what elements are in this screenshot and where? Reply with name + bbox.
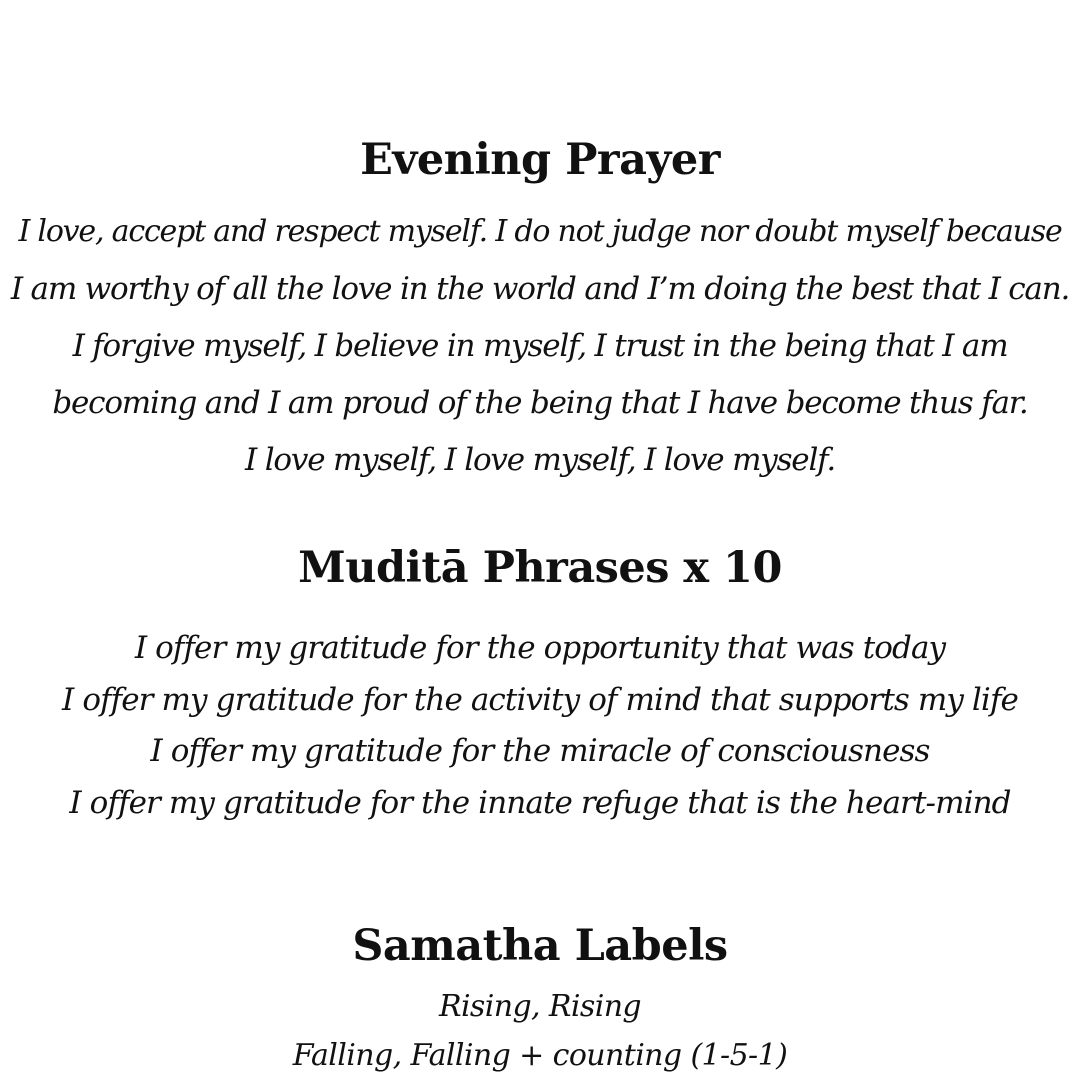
evening-prayer-title: Evening Prayer	[360, 135, 720, 185]
mudita-phrase-line: I offer my gratitude for the opportunity that was today	[134, 630, 946, 666]
evening-prayer-line: I love, accept and respect myself. I do not judge nor doubt myself because	[18, 214, 1062, 249]
mudita-phrase-line: I offer my gratitude for the miracle of consciousness	[150, 733, 930, 769]
samatha-labels-title: Samatha Labels	[352, 921, 728, 971]
mudita-phrase-line: I offer my gratitude for the activity of mind that supports my life	[62, 682, 1018, 718]
mudita-phrase-line: I offer my gratitude for the innate refuge that is the heart-mind	[69, 785, 1011, 821]
evening-prayer-line: I am worthy of all the love in the world and I’m doing the best that I can.	[10, 271, 1070, 307]
samatha-label-line: Rising, Rising	[438, 989, 642, 1024]
samatha-label-line: Falling, Falling + counting (1-5-1)	[292, 1038, 788, 1073]
evening-prayer-line: becoming and I am proud of the being that I have become thus far.	[52, 385, 1028, 421]
evening-prayer-line: I forgive myself, I believe in myself, I trust in the being that I am	[72, 328, 1008, 364]
evening-prayer-line: I love myself, I love myself, I love myself.	[245, 442, 835, 478]
mudita-phrases-title: Muditā Phrases x 10	[298, 543, 782, 593]
